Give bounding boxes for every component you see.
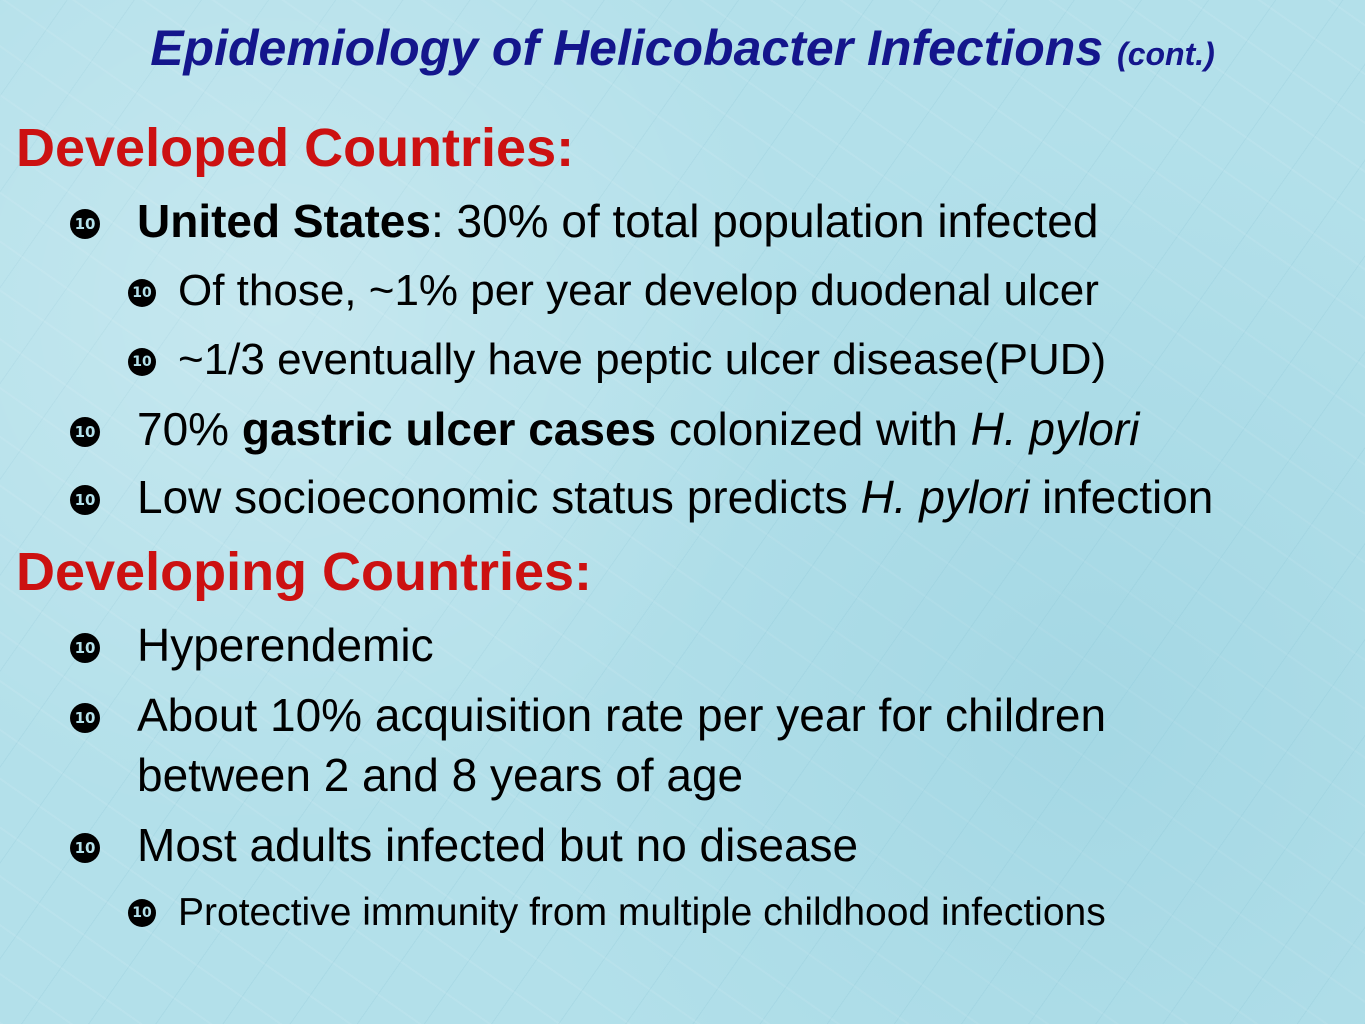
bullet-icon: 10 [70, 209, 100, 239]
us-label: United States [137, 195, 431, 247]
slide-title [0, 18, 1365, 84]
bullet-icon: 10 [70, 633, 100, 663]
title-main: Epidemiology of Helicobacter Infections [150, 20, 1104, 76]
bullet-icon: 10 [70, 833, 100, 863]
gastric-mid: colonized with [656, 403, 971, 455]
peptic-ulcer-text: ~1/3 eventually have peptic ulcer disease(PUD) [178, 335, 1107, 384]
list-item-gastric-ulcer [70, 400, 1140, 458]
socio-italic: H. pylori [860, 471, 1030, 523]
heading-developing-countries: Developing Countries: [16, 542, 593, 602]
bullet-icon: 10 [70, 485, 100, 515]
list-item-peptic-ulcer [128, 331, 1107, 389]
acquisition-line-1: About 10% acquisition rate per year for children [137, 689, 1107, 741]
bullet-icon: 10 [128, 899, 156, 927]
list-item-hyperendemic [70, 616, 434, 674]
list-item-socioeconomic [70, 468, 1214, 526]
bullet-icon: 10 [128, 348, 156, 376]
list-item-united-states [70, 192, 1099, 250]
socio-post: infection [1029, 471, 1214, 523]
us-rest: : 30% of total population infected [430, 195, 1099, 247]
protective-immunity-text: Protective immunity from multiple childhood infections [178, 891, 1106, 934]
list-item-duodenal-ulcer [128, 262, 1099, 320]
bullet-icon: 10 [70, 417, 100, 447]
title-suffix: (cont.) [1117, 36, 1215, 72]
duodenal-ulcer-text: Of those, ~1% per year develop duodenal ulcer [178, 266, 1099, 315]
gastric-italic: H. pylori [970, 403, 1140, 455]
hyperendemic-text: Hyperendemic [137, 619, 434, 671]
bullet-icon: 10 [70, 703, 100, 733]
gastric-pre: 70% [137, 403, 242, 455]
bullet-icon: 10 [128, 279, 156, 307]
gastric-bold: gastric ulcer cases [241, 403, 657, 455]
adults-infected-text: Most adults infected but no disease [137, 819, 859, 871]
list-item-acquisition-rate [70, 686, 1107, 744]
list-item-adults-infected [70, 816, 859, 874]
list-item-protective-immunity [128, 884, 1106, 942]
heading-developed-countries: Developed Countries: [16, 118, 575, 178]
acquisition-line-2: between 2 and 8 years of age [137, 749, 744, 801]
socio-pre: Low socioeconomic status predicts [137, 471, 861, 523]
